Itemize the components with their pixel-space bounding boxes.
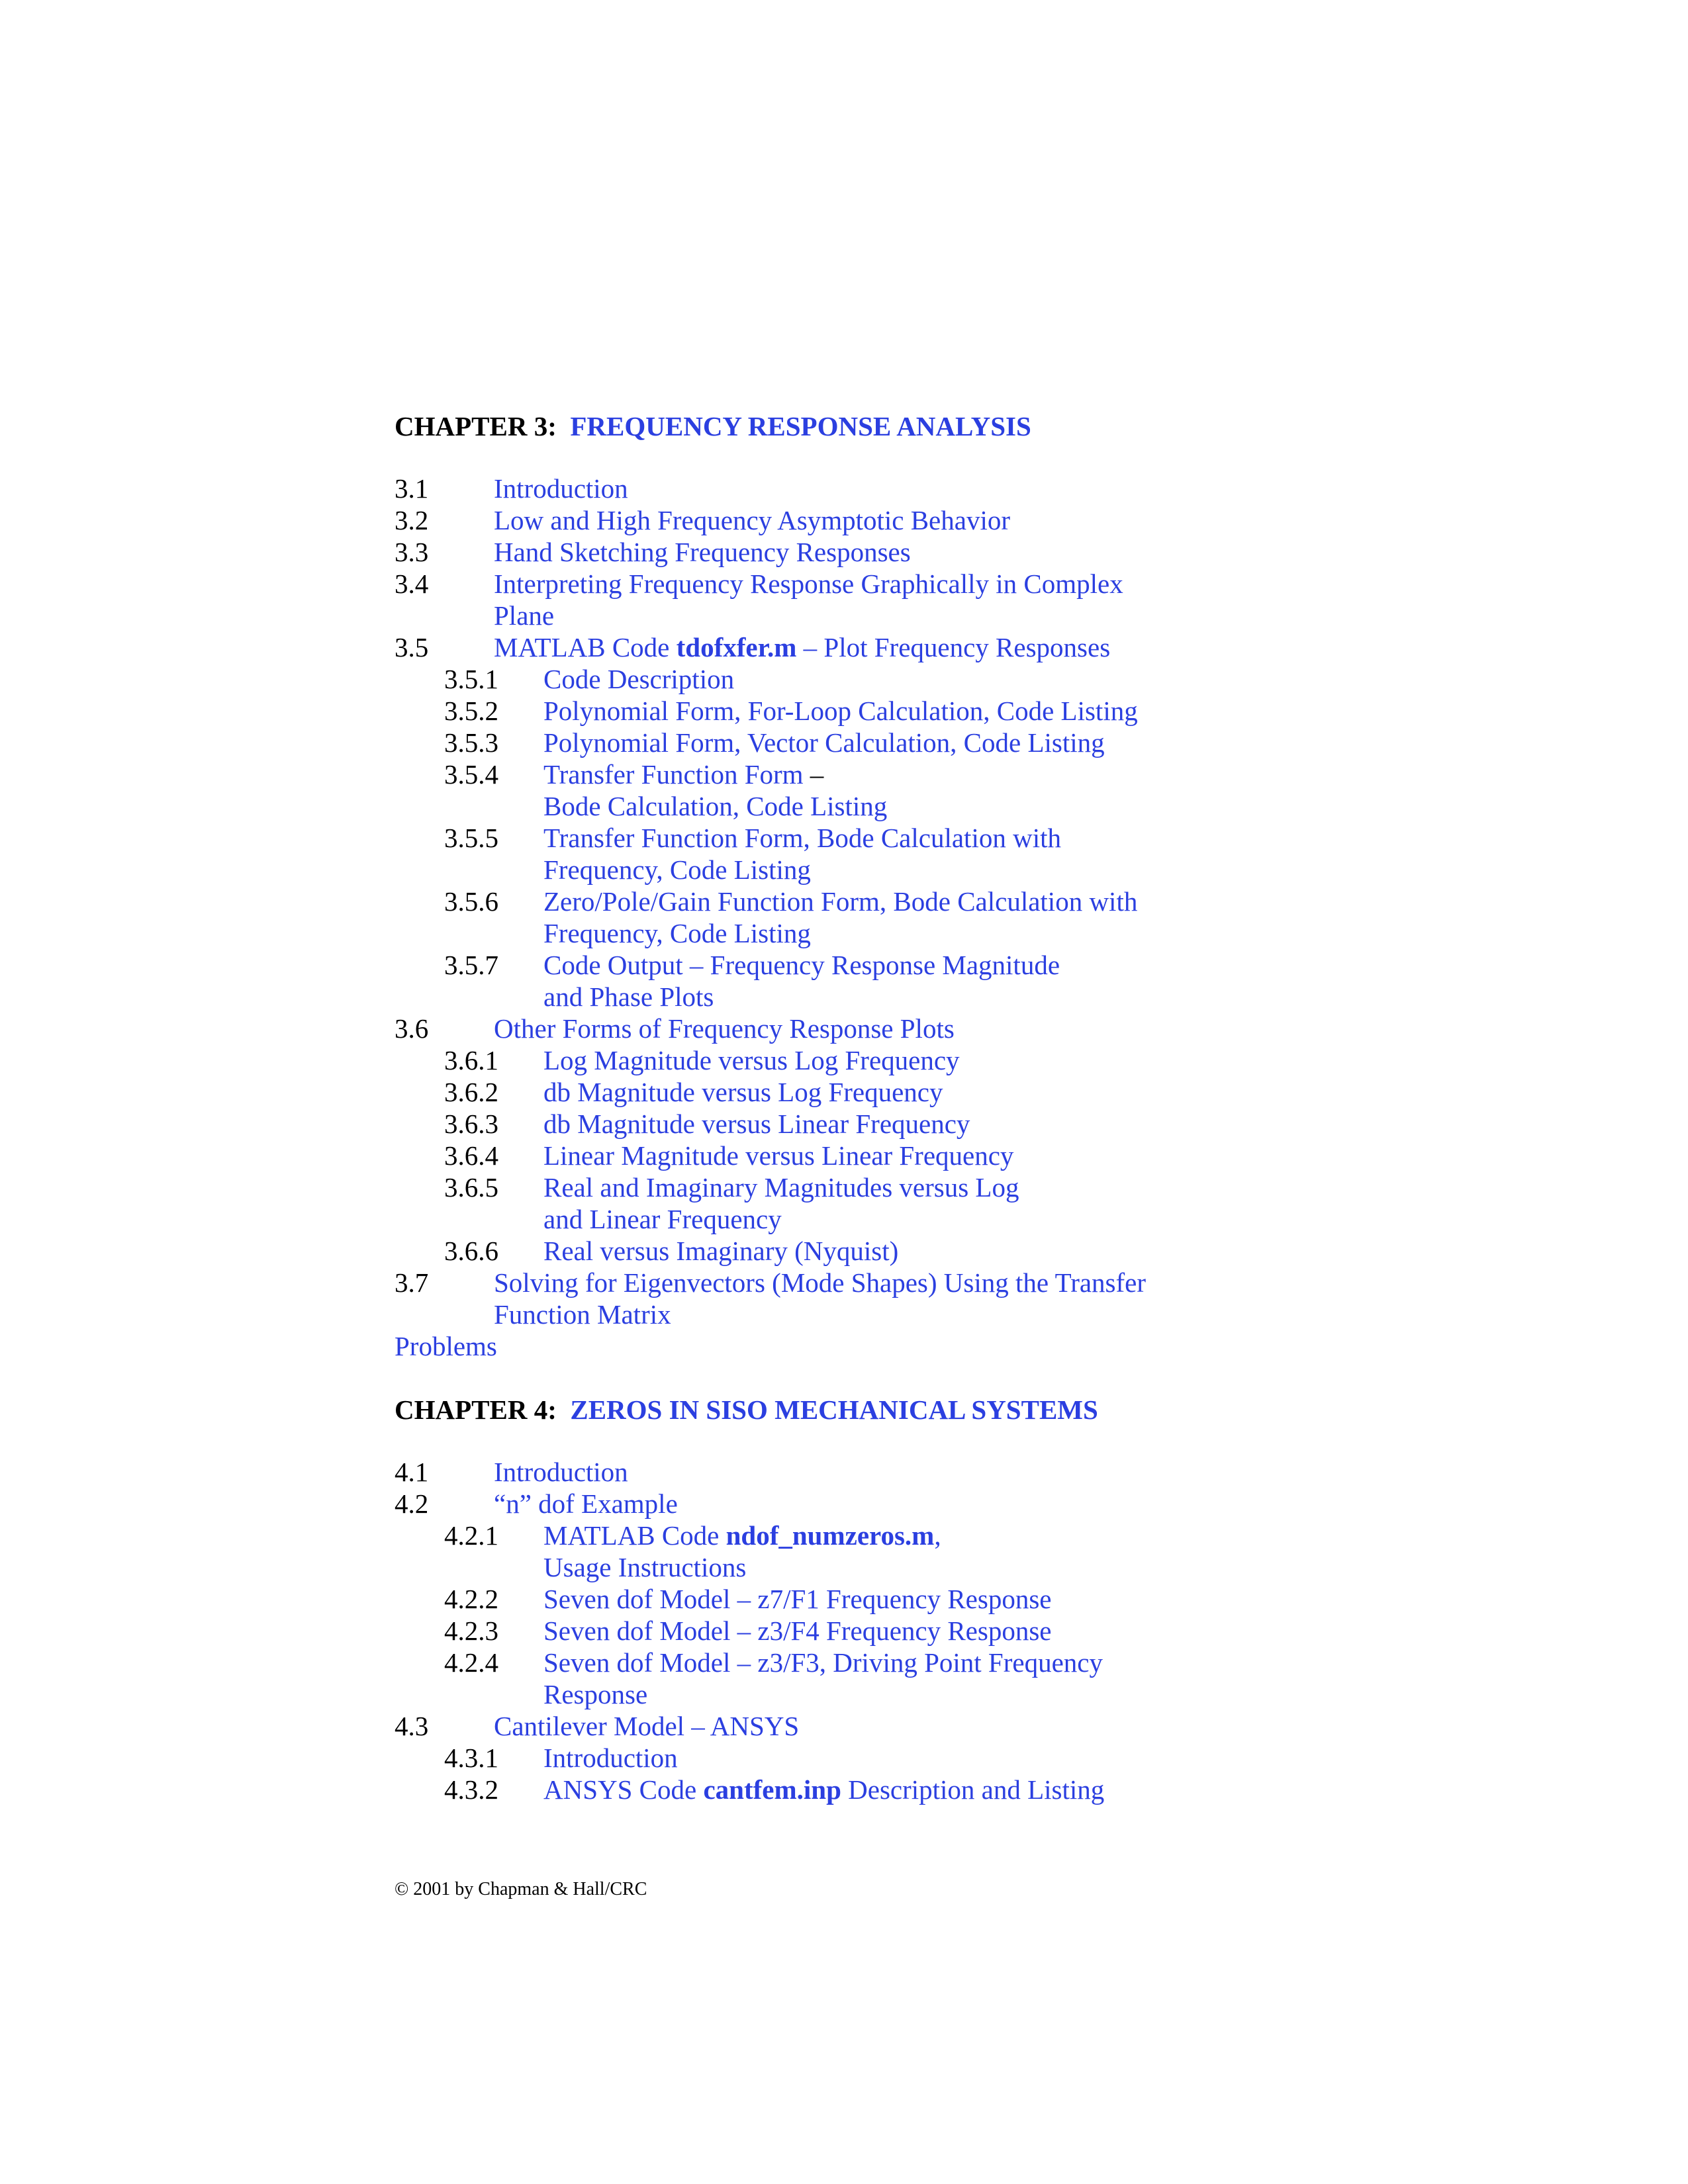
section-number: 3.5.4: [444, 759, 498, 790]
toc-entry-3-5[interactable]: [395, 631, 1520, 663]
code-filename: ndof_numzeros.m: [726, 1520, 935, 1551]
section-title[interactable]: Real and Imaginary Magnitudes versus Log and Linear Frequency: [543, 1172, 1019, 1234]
section-number: 3.3: [395, 537, 429, 567]
section-number: 3.6.6: [444, 1236, 498, 1266]
section-number: 3.4: [395, 569, 429, 599]
toc-entry-3-4[interactable]: [395, 568, 1520, 631]
toc-entry-3-6[interactable]: [395, 1013, 1520, 1044]
toc-entry-4-2-3[interactable]: [395, 1615, 1520, 1647]
toc-entry-4-3-1[interactable]: [395, 1742, 1520, 1774]
section-number: 3.2: [395, 505, 429, 535]
section-title[interactable]: MATLAB Code ndof_numzeros.m, Usage Instructions: [543, 1520, 941, 1582]
section-number: 3.6.5: [444, 1172, 498, 1203]
toc-entry-3-5-3[interactable]: [395, 727, 1520, 758]
section-number: 4.1: [395, 1457, 429, 1487]
section-number: 3.6.2: [444, 1077, 498, 1107]
section-title[interactable]: db Magnitude versus Linear Frequency: [543, 1109, 970, 1139]
section-title[interactable]: “n” dof Example: [494, 1488, 678, 1519]
section-number: 4.2: [395, 1488, 429, 1519]
toc-entry-3-5-7[interactable]: [395, 949, 1520, 1013]
chapter-4-title[interactable]: ZEROS IN SISO MECHANICAL SYSTEMS: [570, 1394, 1098, 1425]
section-title[interactable]: Hand Sketching Frequency Responses: [494, 537, 911, 567]
toc-entry-4-1[interactable]: [395, 1456, 1520, 1488]
section-number: 3.7: [395, 1267, 429, 1298]
toc-entry-3-6-1[interactable]: [395, 1044, 1520, 1076]
toc-entry-3-6-3[interactable]: [395, 1108, 1520, 1140]
section-title[interactable]: Problems: [395, 1331, 497, 1361]
section-number: 4.3.1: [444, 1743, 498, 1773]
toc-entry-3-5-4[interactable]: [395, 758, 1520, 822]
toc-entry-3-2[interactable]: [395, 504, 1520, 536]
section-title[interactable]: Cantilever Model – ANSYS: [494, 1711, 800, 1741]
section-title[interactable]: Introduction: [543, 1743, 678, 1773]
section-number: 4.3.2: [444, 1774, 498, 1805]
section-number: 3.6.1: [444, 1045, 498, 1075]
section-number: 3.5.2: [444, 696, 498, 726]
copyright-notice: © 2001 by Chapman & Hall/CRC: [395, 1879, 647, 1899]
toc-entry-3-5-2[interactable]: [395, 695, 1520, 727]
section-title[interactable]: Polynomial Form, For-Loop Calculation, Code Listing: [543, 696, 1138, 726]
toc-entry-3-5-6[interactable]: [395, 886, 1520, 949]
section-title[interactable]: Seven dof Model – z3/F3, Driving Point Frequency Response: [543, 1647, 1103, 1709]
toc-entry-3-3[interactable]: [395, 536, 1520, 568]
section-title[interactable]: Zero/Pole/Gain Function Form, Bode Calculation with Frequency, Code Listing: [543, 886, 1138, 948]
toc-entry-4-3[interactable]: [395, 1710, 1520, 1742]
toc-entry-3-6-5[interactable]: [395, 1171, 1520, 1235]
toc-entry-3-5-5[interactable]: [395, 822, 1520, 886]
chapter-3-title[interactable]: FREQUENCY RESPONSE ANALYSIS: [570, 411, 1031, 441]
section-title[interactable]: Linear Magnitude versus Linear Frequency: [543, 1140, 1014, 1171]
section-number: 3.5.6: [444, 886, 498, 917]
toc-entry-3-5-1[interactable]: [395, 663, 1520, 695]
section-number: 3.5.3: [444, 727, 498, 758]
code-filename: cantfem.inp: [703, 1774, 841, 1805]
toc-entry-4-2[interactable]: [395, 1488, 1520, 1520]
section-number: 4.2.2: [444, 1584, 498, 1614]
section-title[interactable]: Interpreting Frequency Response Graphically in Complex Plane: [494, 569, 1123, 631]
section-number: 4.2.1: [444, 1520, 498, 1551]
section-title[interactable]: Polynomial Form, Vector Calculation, Code Listing: [543, 727, 1105, 758]
toc-entry-4-2-2[interactable]: [395, 1583, 1520, 1615]
table-of-contents: [395, 410, 1520, 1805]
chapter-4-label: CHAPTER 4:: [395, 1394, 557, 1425]
section-title[interactable]: Code Description: [543, 664, 735, 694]
section-number: 4.2.3: [444, 1615, 498, 1646]
toc-entry-3-6-2[interactable]: [395, 1076, 1520, 1108]
toc-entry-4-3-2[interactable]: [395, 1774, 1520, 1805]
section-title[interactable]: Code Output – Frequency Response Magnitude and Phase Plots: [543, 950, 1060, 1012]
section-number: 3.6: [395, 1013, 429, 1044]
section-title[interactable]: Other Forms of Frequency Response Plots: [494, 1013, 955, 1044]
toc-entry-3-6-4[interactable]: [395, 1140, 1520, 1171]
section-title[interactable]: Solving for Eigenvectors (Mode Shapes) Using the Transfer Function Matrix: [494, 1267, 1147, 1330]
section-title[interactable]: Real versus Imaginary (Nyquist): [543, 1236, 899, 1266]
section-title[interactable]: db Magnitude versus Log Frequency: [543, 1077, 943, 1107]
toc-entry-3-6-6[interactable]: [395, 1235, 1520, 1267]
toc-entry-3-7[interactable]: [395, 1267, 1520, 1330]
chapter-4-heading: [395, 1394, 1520, 1426]
toc-entry-4-2-4[interactable]: [395, 1647, 1520, 1710]
toc-entry-3-1[interactable]: [395, 473, 1520, 504]
code-filename: tdofxfer.m: [676, 632, 797, 662]
section-number: 3.5.1: [444, 664, 498, 694]
section-number: 3.5.7: [444, 950, 498, 980]
section-title[interactable]: Log Magnitude versus Log Frequency: [543, 1045, 960, 1075]
chapter-3-entries: [395, 473, 1520, 1362]
section-number: 4.2.4: [444, 1647, 498, 1678]
chapter-4-entries: [395, 1456, 1520, 1805]
chapter-3-label: CHAPTER 3:: [395, 411, 557, 441]
toc-entry-problems[interactable]: [395, 1330, 1520, 1362]
section-title[interactable]: Low and High Frequency Asymptotic Behavior: [494, 505, 1011, 535]
section-number: 3.6.4: [444, 1140, 498, 1171]
section-title[interactable]: Transfer Function Form, Bode Calculation with Frequency, Code Listing: [543, 823, 1061, 885]
section-number: 3.5: [395, 632, 429, 662]
section-number: 3.6.3: [444, 1109, 498, 1139]
section-number: 3.5.5: [444, 823, 498, 853]
section-number: 4.3: [395, 1711, 429, 1741]
section-title[interactable]: Introduction: [494, 473, 628, 504]
section-title[interactable]: Transfer Function Form – Bode Calculation, Code Listing: [543, 759, 888, 821]
chapter-3-heading: [395, 410, 1520, 442]
section-title[interactable]: Seven dof Model – z7/F1 Frequency Response: [543, 1584, 1052, 1614]
section-number: 3.1: [395, 473, 429, 504]
section-title[interactable]: ANSYS Code cantfem.inp Description and Listing: [543, 1774, 1105, 1805]
toc-entry-4-2-1[interactable]: [395, 1520, 1520, 1583]
section-title[interactable]: MATLAB Code tdofxfer.m – Plot Frequency Responses: [494, 632, 1111, 662]
section-title[interactable]: Seven dof Model – z3/F4 Frequency Response: [543, 1615, 1052, 1646]
section-title[interactable]: Introduction: [494, 1457, 628, 1487]
